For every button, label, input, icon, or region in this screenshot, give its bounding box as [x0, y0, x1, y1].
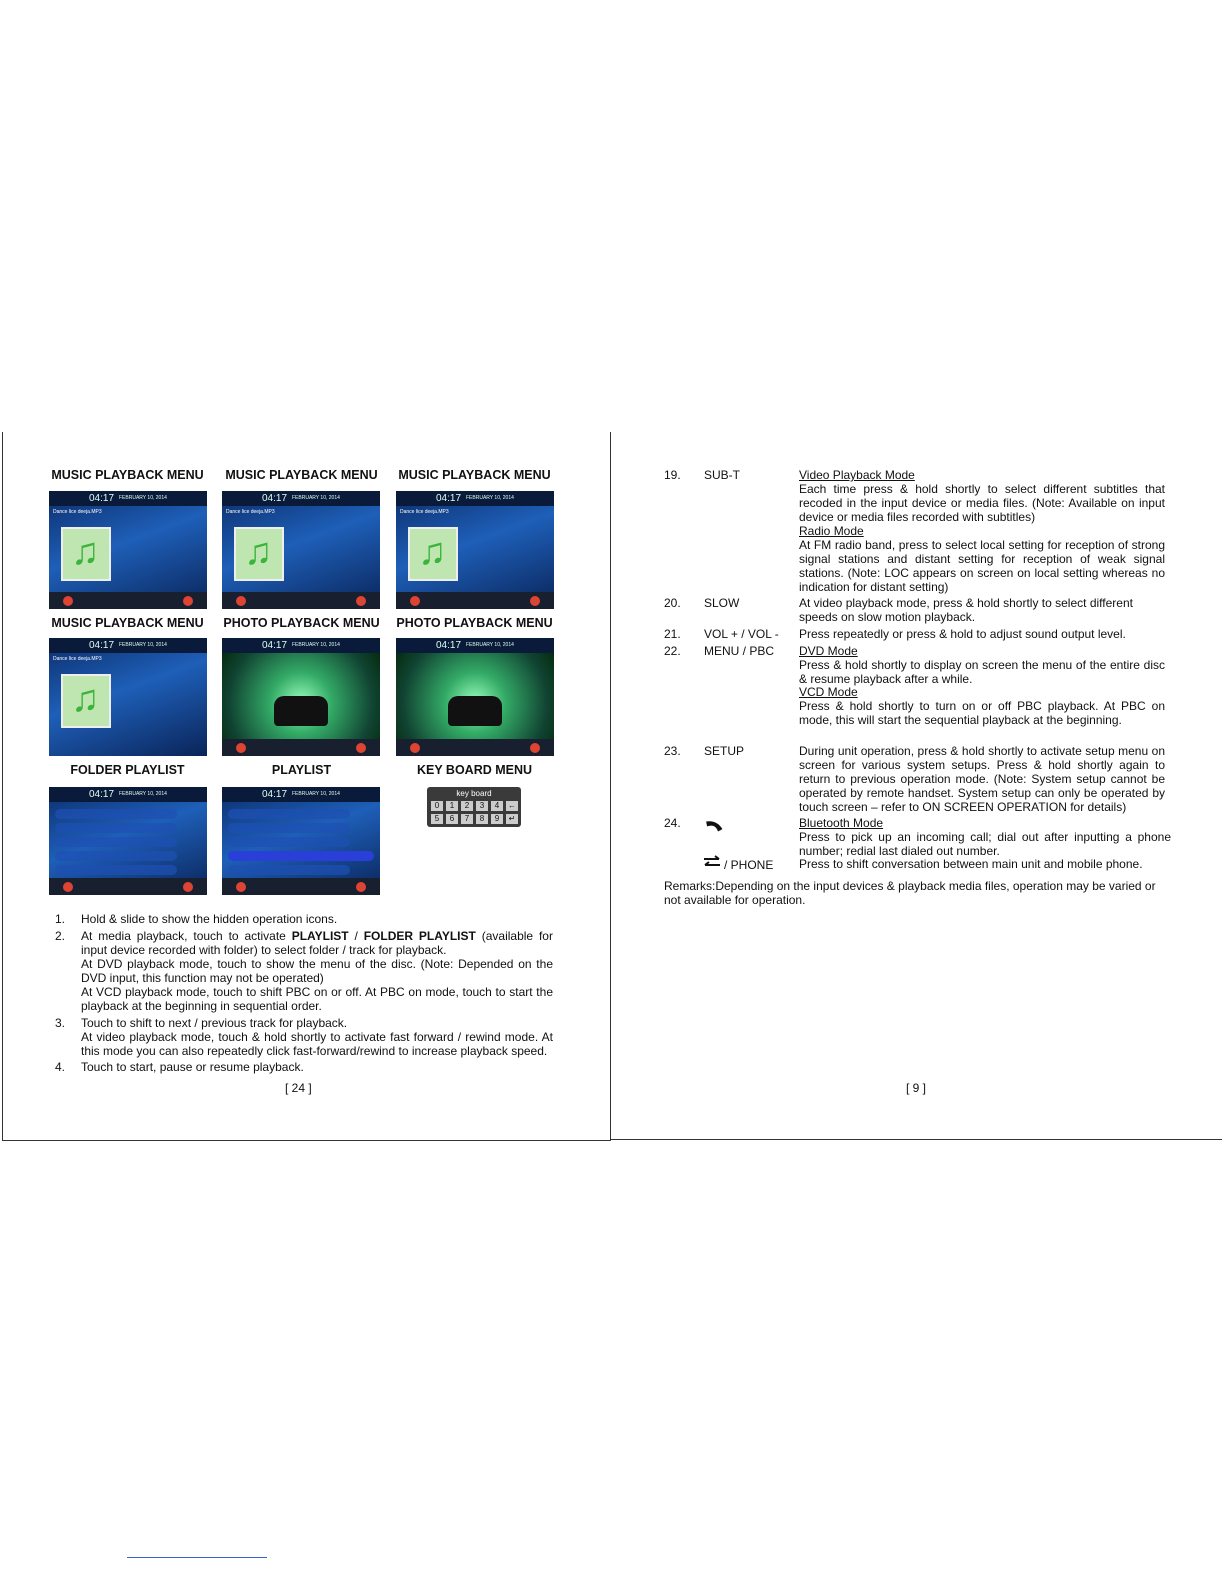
caption-photo-2: PHOTO PLAYBACK MENU — [396, 616, 553, 630]
music-screen-3 — [396, 491, 554, 609]
item-num-3: 3. — [55, 1016, 66, 1030]
entry-label-sub-t: SUB-T — [704, 468, 740, 482]
screen-time: 04:17 — [262, 493, 288, 504]
item-text-3: Touch to shift to next / previous track for playback. — [81, 1016, 348, 1030]
entry-22-heading-1: DVD Mode — [799, 644, 858, 658]
right-page-number: [ 9 ] — [906, 1081, 927, 1095]
key: 6 — [446, 814, 458, 824]
prev-icon — [410, 596, 420, 606]
entry-22-para-1: Press & hold shortly to display on screen the menu of the entire disc & resume playback after a while. — [799, 658, 1165, 686]
music-note-icon — [408, 527, 458, 581]
list-item — [55, 865, 177, 875]
entry-num-23: 23. — [664, 744, 681, 758]
caption-music-1: MUSIC PLAYBACK MENU — [51, 468, 204, 482]
key: 0 — [431, 801, 443, 811]
prev-icon — [63, 596, 73, 606]
item-text-2 — [81, 929, 553, 957]
key: 7 — [461, 814, 473, 824]
list-item — [55, 823, 177, 833]
entry-num-21: 21. — [664, 627, 681, 641]
music-note-icon — [61, 527, 111, 581]
caption-music-4: MUSIC PLAYBACK MENU — [51, 616, 204, 630]
item-text-4: Touch to start, pause or resume playback. — [81, 1060, 304, 1074]
item-2-sep: / — [348, 929, 364, 943]
caption-music-3: MUSIC PLAYBACK MENU — [398, 468, 551, 482]
item-3-line-2: At video playback mode, touch & hold shortly to activate fast forward / rewind mode. At this mode you can also repeatedly click fast-forward/rewind to increase playback speed. — [81, 1030, 553, 1058]
entry-num-22: 22. — [664, 644, 681, 658]
track-name: Dance lice deeja.MP3 — [400, 509, 449, 515]
entry-label-phone: / PHONE — [724, 858, 774, 872]
entry-23-para: During unit operation, press & hold shortly to activate setup menu on screen for various system setups. Press & hold shortly again to return to previous operation mode. (Note: System setup cannot be operated by remote handset. System setup can only be operated by touch screen – refer to ON SCREEN OPERATION for details) — [799, 744, 1165, 814]
entry-21-para: Press repeatedly or press & hold to adjust sound output level. — [799, 627, 1126, 641]
entry-19-heading-1: Video Playback Mode — [799, 468, 915, 482]
prev-icon — [410, 743, 420, 753]
photo-screen-2 — [396, 638, 554, 756]
key: 2 — [461, 801, 473, 811]
track-name: Dance lice deeja.MP3 — [226, 509, 275, 515]
footer-link-underline — [127, 1557, 267, 1558]
entry-19-para-1: Each time press & hold shortly to select different subtitles that recoded in the input device or media files. (Note: Available on input device or media files recorded with subtitles) — [799, 482, 1165, 524]
key: 8 — [476, 814, 488, 824]
caption-playlist: PLAYLIST — [271, 763, 332, 777]
list-item — [228, 851, 374, 861]
remarks-label: Remarks: — [664, 879, 716, 893]
right-page-frame — [610, 1139, 1222, 1140]
entry-label-vol: VOL + / VOL - — [704, 627, 779, 641]
screen-time: 04:17 — [436, 640, 462, 651]
screen-time: 04:17 — [89, 493, 115, 504]
entry-24-heading: Bluetooth Mode — [799, 816, 884, 830]
folder-playlist-screen — [49, 787, 207, 895]
list-item — [55, 851, 177, 861]
entry-19-para-2: At FM radio band, press to select local setting for reception of strong signal stations and distant setting for reception of weak signal stations. (Note: LOC appears on screen on local setting whereas no indication for distant setting) — [799, 538, 1165, 594]
item-num-4: 4. — [55, 1060, 66, 1074]
music-screen-1 — [49, 491, 207, 609]
screen-time: 04:17 — [262, 789, 288, 800]
transfer-arrows-icon — [702, 855, 722, 869]
prev-icon — [63, 882, 73, 892]
screen-date: FEBRUARY 10, 2014 — [292, 642, 340, 648]
screen-date: FEBRUARY 10, 2014 — [466, 495, 514, 501]
caption-keyboard-menu: KEY BOARD MENU — [416, 763, 533, 777]
key: 9 — [491, 814, 503, 824]
list-item — [55, 809, 177, 819]
next-icon — [530, 743, 540, 753]
entry-20-para: At video playback mode, press & hold shortly to select different speeds on slow motion playback. — [799, 596, 1133, 624]
entry-label-slow: SLOW — [704, 596, 740, 610]
next-icon — [356, 596, 366, 606]
screen-time: 04:17 — [89, 640, 115, 651]
screen-time: 04:17 — [262, 640, 288, 651]
next-icon — [356, 882, 366, 892]
screen-time: 04:17 — [89, 789, 115, 800]
list-item — [228, 837, 350, 847]
entry-22-para-2: Press & hold shortly to turn on or off PBC playback. At PBC on mode, this will start the sequential playback at the beginning. — [799, 699, 1165, 727]
next-icon — [530, 596, 540, 606]
entry-label-setup: SETUP — [704, 744, 745, 758]
item-2-text-a: At media playback, touch to activate — [81, 929, 292, 943]
screen-date: FEBRUARY 10, 2014 — [466, 642, 514, 648]
entry-num-24: 24. — [664, 816, 681, 830]
track-name: Dance lice deeja.MP3 — [53, 509, 102, 515]
item-num-2: 2. — [55, 929, 66, 943]
photo-screen-1 — [222, 638, 380, 756]
playlist-label: PLAYLIST — [291, 929, 349, 943]
item-2-text-c: (available for input device recorded with folder) to select folder / track for playback. — [81, 929, 553, 957]
remarks-text: Depending on the input devices & playback media files, operation may be varied or not available for operation. — [664, 879, 1156, 907]
screen-time: 04:17 — [436, 493, 462, 504]
prev-icon — [236, 743, 246, 753]
entry-19-heading-2: Radio Mode — [799, 524, 864, 538]
music-note-icon — [234, 527, 284, 581]
entry-num-19: 19. — [664, 468, 681, 482]
left-page-number: [ 24 ] — [285, 1081, 312, 1095]
next-icon — [356, 743, 366, 753]
playlist-screen — [222, 787, 380, 895]
list-item — [55, 837, 177, 847]
entry-24-para-2: Press to shift conversation between main unit and mobile phone. — [799, 857, 1143, 871]
track-name: Dance lice deeja.MP3 — [53, 656, 102, 662]
screen-date: FEBRUARY 10, 2014 — [119, 791, 167, 797]
screen-date: FEBRUARY 10, 2014 — [292, 495, 340, 501]
entry-24-para-1: Press to pick up an incoming call; dial out after inputting a phone number; redial last dialed out number. — [799, 830, 1171, 858]
item-num-1: 1. — [55, 912, 66, 926]
keyboard-title: key board — [456, 789, 492, 798]
prev-icon — [236, 596, 246, 606]
list-item — [228, 809, 350, 819]
caption-photo-1: PHOTO PLAYBACK MENU — [223, 616, 380, 630]
key: 1 — [446, 801, 458, 811]
item-2-line-3: At VCD playback mode, touch to shift PBC on or off. At PBC on mode, touch to start the playback at the beginning in sequential order. — [81, 985, 553, 1013]
list-item — [228, 865, 350, 875]
car-photo — [448, 696, 502, 726]
music-screen-2 — [222, 491, 380, 609]
next-icon — [183, 596, 193, 606]
key: 5 — [431, 814, 443, 824]
folder-playlist-label: FOLDER PLAYLIST — [363, 929, 476, 943]
key: 4 — [491, 801, 503, 811]
entry-num-20: 20. — [664, 596, 681, 610]
screen-date: FEBRUARY 10, 2014 — [119, 642, 167, 648]
remarks — [664, 879, 1174, 907]
screen-date: FEBRUARY 10, 2014 — [119, 495, 167, 501]
list-item — [228, 823, 350, 833]
item-text-1: Hold & slide to show the hidden operation icons. — [81, 912, 338, 926]
enter-icon: ↵ — [506, 814, 518, 824]
item-2-line-2: At DVD playback mode, touch to show the menu of the disc. (Note: Depended on the DVD input, this function may not be operated) — [81, 957, 553, 985]
entry-label-menu-pbc: MENU / PBC — [704, 644, 775, 658]
music-screen-4 — [49, 638, 207, 756]
next-icon — [183, 882, 193, 892]
caption-folder-playlist: FOLDER PLAYLIST — [70, 763, 185, 777]
entry-22-heading-2: VCD Mode — [799, 685, 858, 699]
backspace-icon: ← — [508, 801, 516, 810]
car-photo — [274, 696, 328, 726]
screen-date: FEBRUARY 10, 2014 — [292, 791, 340, 797]
key: 3 — [476, 801, 488, 811]
caption-music-2: MUSIC PLAYBACK MENU — [225, 468, 378, 482]
phone-icon — [702, 820, 724, 836]
prev-icon — [236, 882, 246, 892]
music-note-icon — [61, 674, 111, 728]
keyboard-panel — [427, 787, 521, 827]
